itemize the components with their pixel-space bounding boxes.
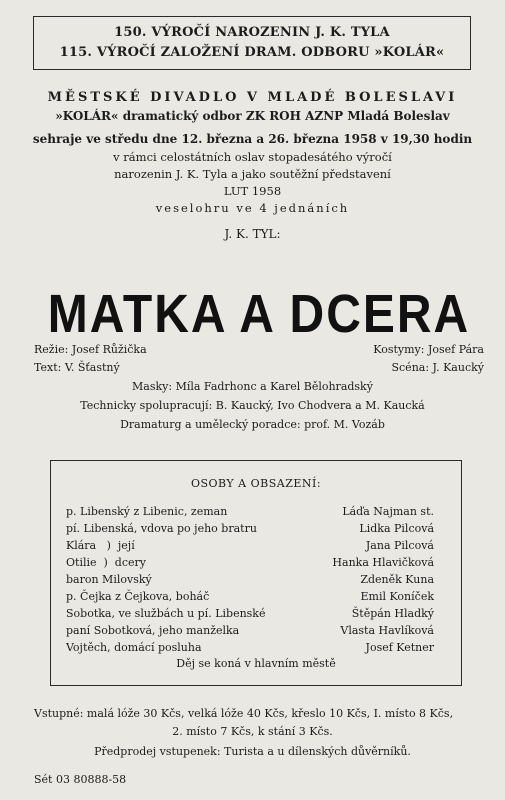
- cast-role: baron Milovský: [66, 573, 152, 586]
- credit-technical: Technicky spolupracují: B. Kaucký, Ivo Chodvera a M. Kaucká: [80, 399, 425, 412]
- cast-actor: Zdeněk Kuna: [360, 573, 434, 586]
- cast-role: Otilie ) dcery: [66, 556, 146, 569]
- cast-heading: OSOBY A OBSAZENÍ:: [190, 477, 322, 490]
- ensemble-name: »KOLÁR« dramatický odbor ZK ROH AZNP Mladá Boleslav: [55, 109, 450, 123]
- festival-name: LUT 1958: [223, 184, 282, 198]
- credit-costumes: Kostymy: Josef Pára: [373, 343, 484, 356]
- anniversary-line-2: 115. VÝROČÍ ZALOŽENÍ DRAM. ODBORU »KOLÁR«: [59, 45, 445, 60]
- cast-role: paní Sobotková, jeho manželka: [66, 624, 240, 637]
- cast-actor: Vlasta Havlíková: [340, 624, 434, 637]
- cast-row: [66, 607, 434, 624]
- cast-row: [66, 590, 434, 607]
- performance-dates: sehraje ve středu dne 12. března a 26. března 1958 v 19,30 hodin: [32, 132, 473, 146]
- setting-note: Děj se koná v hlavním městě: [176, 657, 336, 670]
- price-line-2: 2. místo 7 Kčs, k stání 3 Kčs.: [172, 725, 333, 738]
- cast-role: p. Libenský z Libenic, zeman: [66, 505, 228, 518]
- cast-actor: Lidka Pilcová: [359, 522, 434, 535]
- credit-masks: Masky: Míla Fadrhonc a Karel Bělohradský: [132, 380, 373, 393]
- cast-role: pí. Libenská, vdova po jeho bratru: [66, 522, 257, 535]
- print-reference: Sét 03 80888-58: [34, 773, 127, 786]
- cast-actor: Jana Pilcová: [365, 539, 434, 552]
- presale-note: Předprodej vstupenek: Turista a u dílenských důvěrníků.: [94, 745, 411, 758]
- cast-row: [66, 539, 434, 556]
- cast-list: [66, 505, 434, 658]
- price-line-1: Vstupné: malá lóže 30 Kčs, velká lóže 40 Kčs, křeslo 10 Kčs, I. místo 8 Kčs,: [34, 707, 454, 720]
- credit-stage: Scéna: J. Kaucký: [391, 361, 484, 374]
- credit-text: Text: V. Šťastný: [34, 361, 120, 374]
- cast-row: [66, 505, 434, 522]
- cast-actor: Josef Ketner: [365, 641, 434, 654]
- cast-role: Klára ) její: [66, 539, 135, 552]
- author: J. K. TYL:: [224, 227, 281, 241]
- cast-row: [66, 556, 434, 573]
- theatre-name: MĚSTSKÉ DIVADLO V MLADÉ BOLESLAVI: [47, 90, 458, 105]
- credit-dramaturg: Dramaturg a umělecký poradce: prof. M. Vozáb: [120, 418, 385, 431]
- cast-row: [66, 573, 434, 590]
- credit-director: Režie: Josef Růžička: [34, 343, 147, 356]
- context-line-2: narozenin J. K. Tyla a jako soutěžní představení: [114, 167, 391, 181]
- anniversary-box: [33, 16, 471, 70]
- cast-actor: Emil Koníček: [360, 590, 434, 603]
- play-title: MATKA A DCERA: [47, 285, 471, 345]
- cast-actor: Láďa Najman st.: [342, 505, 434, 518]
- context-line-1: v rámci celostátních oslav stopadesátého výročí: [113, 150, 392, 164]
- cast-role: Sobotka, ve službách u pí. Libenské: [66, 607, 266, 620]
- cast-row: [66, 641, 434, 658]
- anniversary-line-1: 150. VÝROČÍ NAROZENIN J. K. TYLA: [114, 25, 390, 40]
- cast-row: [66, 624, 434, 641]
- cast-actor: Štěpán Hladký: [351, 607, 434, 620]
- genre-line: veselohru ve 4 jednáních: [155, 201, 350, 215]
- cast-role: p. Čejka z Čejkova, boháč: [66, 590, 210, 603]
- cast-box: [50, 460, 462, 686]
- cast-actor: Hanka Hlavičková: [332, 556, 434, 569]
- cast-row: [66, 522, 434, 539]
- cast-role: Vojtěch, domácí posluha: [66, 641, 202, 654]
